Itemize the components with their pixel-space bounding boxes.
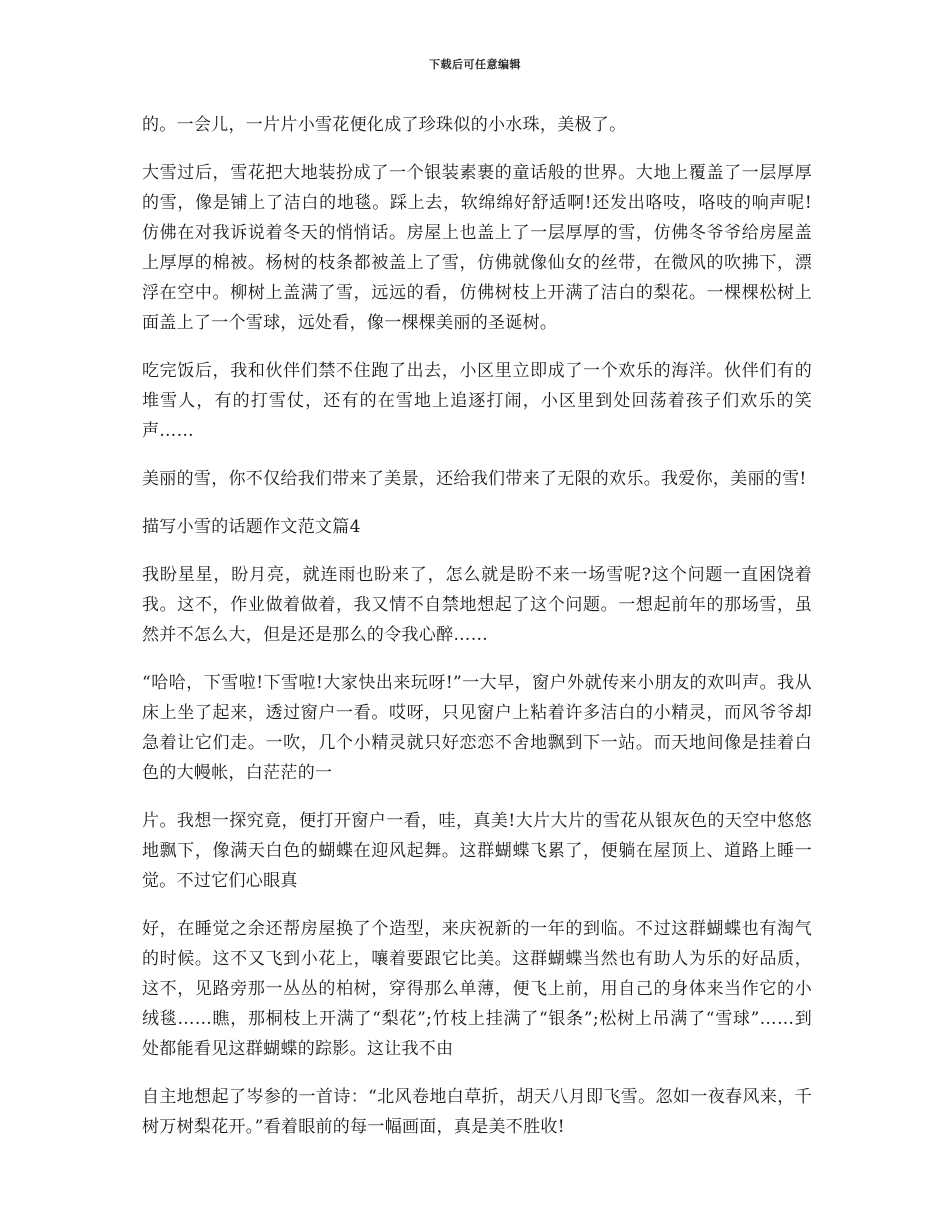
paragraph-6: “哈哈，下雪啦!下雪啦!大家快出来玩呀!”一大早，窗户外就传来小朋友的欢叫声。我从床上坐了起来，透过窗户一看。哎呀，只见窗户上粘着许多洁白的小精灵，而风爷爷却急着让它们走。一吹，几个小精灵就只好恋恋不舍地飘到下一站。而天地间像是挂着白色的大幔帐，白茫茫的一 xyxy=(142,673,812,783)
paragraph-9: 自主地想起了岑参的一首诗：“北风卷地白草折，胡天八月即飞雪。忽如一夜春风来，千树万树梨花开。”看着眼前的每一幅画面，真是美不胜收! xyxy=(142,1087,812,1137)
paragraph-7: 片。我想一探究竟，便打开窗户一看，哇，真美!大片大片的雪花从银灰色的天空中悠悠地飘下，像满天白色的蝴蝶在迎风起舞。这群蝴蝶飞累了，便躺在屋顶上、道路上睡一觉。不过它们心眼真 xyxy=(142,811,812,891)
paragraph-2: 大雪过后，雪花把大地装扮成了一个银装素裹的童话般的世界。大地上覆盖了一层厚厚的雪，像是铺上了洁白的地毯。踩上去，软绵绵好舒适啊!还发出咯吱，咯吱的响声呢!仿佛在对我诉说着冬天的悄悄话。房屋上也盖上了一层厚厚的雪，仿佛冬爷爷给房屋盖上厚厚的棉被。杨树的枝条都被盖上了雪，仿佛就像仙女的丝带，在微风的吹拂下，漂浮在空中。柳树上盖满了雪，远远的看，仿佛树枝上开满了洁白的梨花。一棵棵松树上面盖上了一个雪球，远处看，像一棵棵美丽的圣诞树。 xyxy=(142,163,812,333)
paragraph-8: 好，在睡觉之余还帮房屋换了个造型，来庆祝新的一年的到临。不过这群蝴蝶也有淘气的时候。这不又飞到小花上，嚷着要跟它比美。这群蝴蝶当然也有助人为乐的好品质，这不，见路旁那一丛丛的柏树，穿得那么单薄，便飞上前，用自己的身体来当作它的小绒毯……瞧，那桐枝上开满了“梨花”;竹枝上挂满了“银条”;松树上吊满了“雪球”……到处都能看见这群蝴蝶的踪影。这让我不由 xyxy=(142,919,812,1059)
document-body xyxy=(142,110,812,1160)
paragraph-3: 吃完饭后，我和伙伴们禁不住跑了出去，小区里立即成了一个欢乐的海洋。伙伴们有的堆雪人，有的打雪仗，还有的在雪地上追逐打闹，小区里到处回荡着孩子们欢乐的笑声…… xyxy=(142,361,812,441)
paragraph-1: 的。一会儿，一片片小雪花便化成了珍珠似的小水珠，美极了。 xyxy=(142,115,627,135)
paragraph-4: 美丽的雪，你不仅给我们带来了美景，还给我们带来了无限的欢乐。我爱你，美丽的雪! xyxy=(142,469,807,489)
paragraph-5: 我盼星星，盼月亮，就连雨也盼来了，怎么就是盼不来一场雪呢?这个问题一直困饶着我。这不，作业做着做着，我又情不自禁地想起了这个问题。一想起前年的那场雪，虽然并不怎么大，但是还是那么的令我心醉…… xyxy=(142,565,812,645)
section-heading: 描写小雪的话题作文范文篇4 xyxy=(142,517,361,537)
page-header: 下载后可任意编辑 xyxy=(429,58,521,71)
